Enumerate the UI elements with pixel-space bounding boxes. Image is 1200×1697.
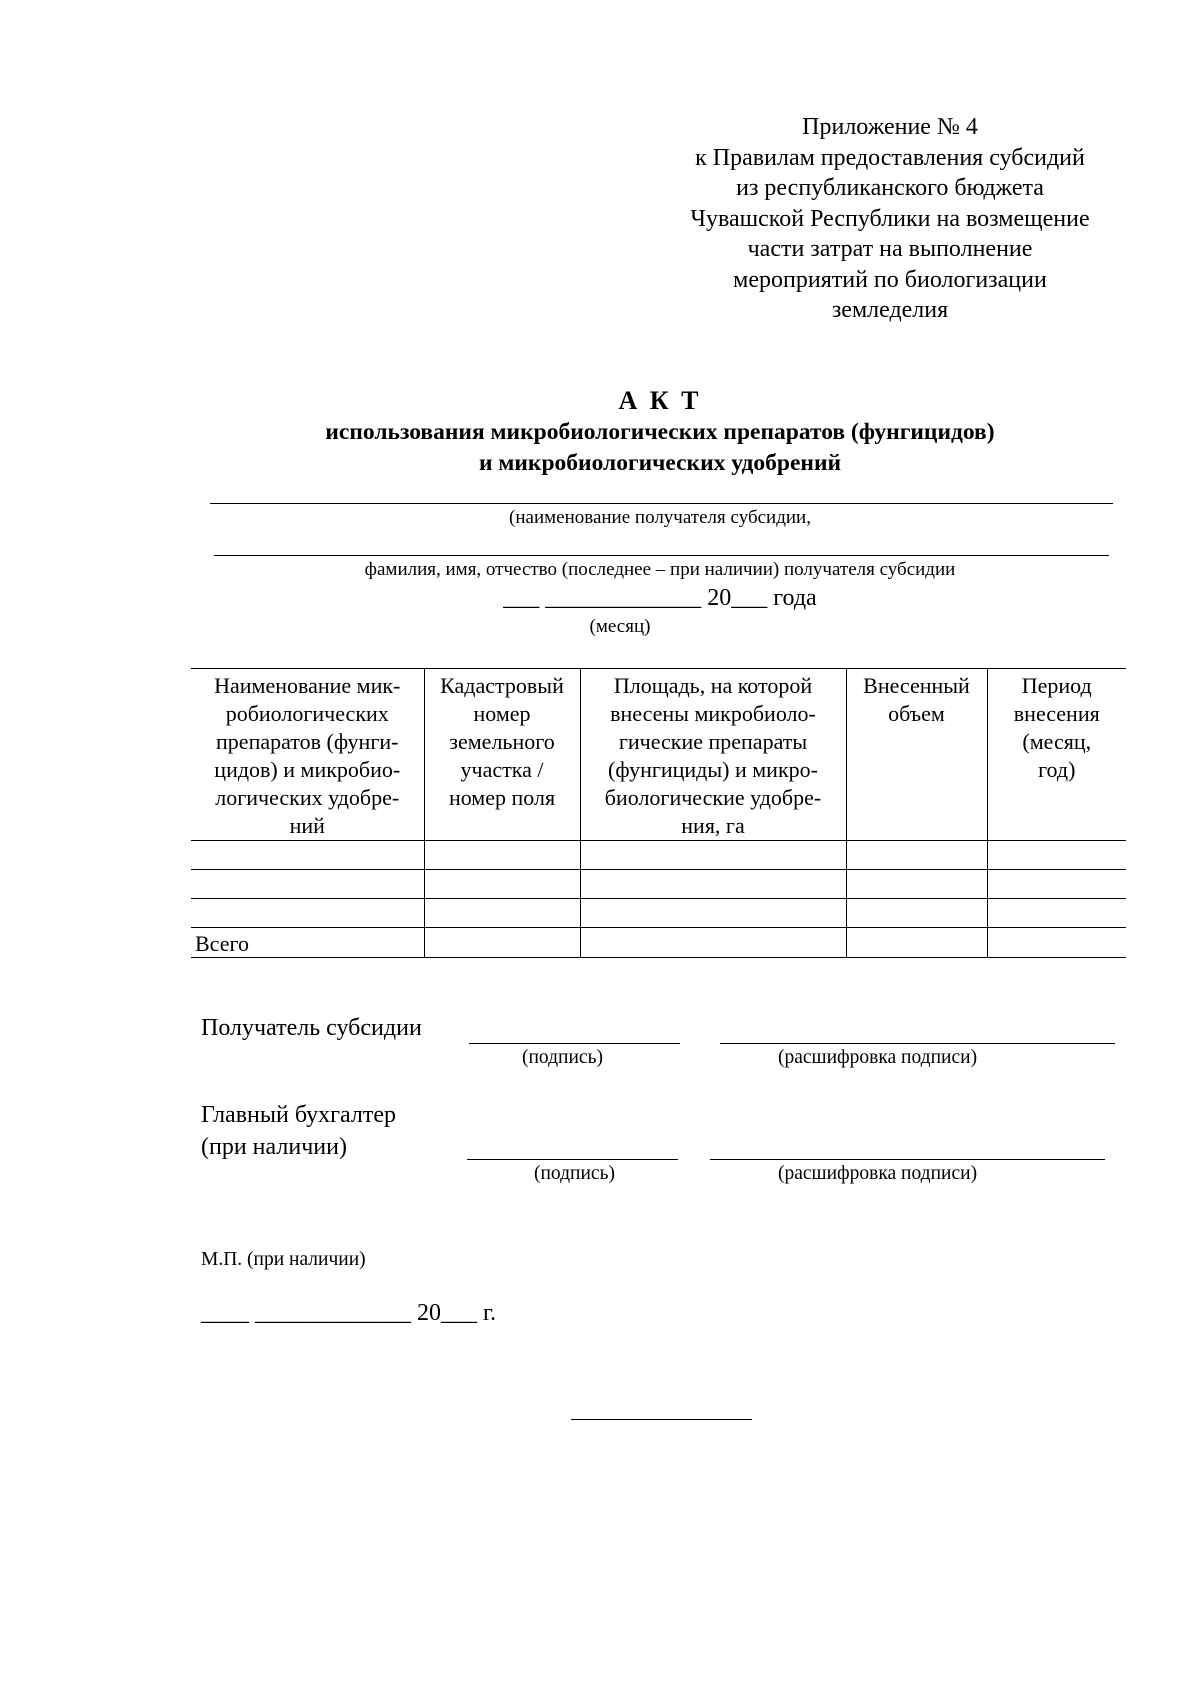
table-cell[interactable] <box>424 899 580 928</box>
recipient-fio-line <box>214 555 1109 556</box>
stamp-label: М.П. (при наличии) <box>201 1249 366 1270</box>
appendix-line: из республиканского бюджета <box>736 175 1044 201</box>
appendix-line: земледелия <box>831 297 949 323</box>
table-row <box>191 899 1126 928</box>
col-header-cadastral: Кадастровый номер земельного участка / номер поля <box>424 669 580 841</box>
recipient-name-line <box>210 503 1113 504</box>
table-cell[interactable] <box>987 870 1126 899</box>
recipient-decode-caption: (расшифровка подписи) <box>778 1047 978 1068</box>
recipient-signature-label: Получатель субсидии <box>201 1015 422 1041</box>
document-subtitle-line-2: и микробиологических удобрений <box>478 450 842 476</box>
accountant-signature-line[interactable] <box>467 1159 678 1160</box>
table-cell[interactable] <box>580 928 846 958</box>
recipient-signature-caption: (подпись) <box>522 1047 603 1068</box>
document-subtitle-line-1: использования микробиологических препаратов (фунгицидов) <box>325 419 995 445</box>
col-header-area: Площадь, на которой внесены микробиоло- гические препараты (фунгициды) и микро- биологические удобре- ния, га <box>580 669 846 841</box>
appendix-line: части затрат на выполнение <box>747 236 1033 262</box>
accountant-signature-caption: (подпись) <box>534 1163 615 1184</box>
total-label: Всего <box>191 928 424 958</box>
accountant-label: Главный бухгалтер <box>201 1102 396 1128</box>
table-cell[interactable] <box>987 928 1126 958</box>
signature-date-line: ____ _____________ 20___ г. <box>201 1300 497 1326</box>
accountant-decode-line[interactable] <box>710 1159 1105 1160</box>
accountant-label-note: (при наличии) <box>201 1134 347 1160</box>
appendix-block <box>660 112 1120 326</box>
table-cell[interactable] <box>987 899 1126 928</box>
table-cell[interactable] <box>580 841 846 870</box>
col-header-period: Период внесения (месяц, год) <box>987 669 1126 841</box>
closing-separator-line <box>571 1419 752 1420</box>
table-cell[interactable] <box>580 899 846 928</box>
table-header-row <box>191 669 1126 841</box>
table-cell[interactable] <box>424 870 580 899</box>
appendix-line: мероприятий по биологизации <box>733 266 1047 293</box>
table-cell[interactable] <box>191 870 424 899</box>
table-total-row <box>191 928 1126 958</box>
month-caption: (месяц) <box>589 616 651 637</box>
table-row <box>191 870 1126 899</box>
table-cell[interactable] <box>846 928 987 958</box>
table-cell[interactable] <box>846 899 987 928</box>
table-cell[interactable] <box>846 870 987 899</box>
act-date-line: ___ _____________ 20___ года <box>503 585 817 611</box>
table-cell[interactable] <box>580 870 846 899</box>
preparations-table <box>191 668 1126 958</box>
recipient-decode-line[interactable] <box>720 1043 1115 1044</box>
table-cell[interactable] <box>987 841 1126 870</box>
col-header-preparation: Наименование мик- робиологических препаратов (фунги- цидов) и микробио- логических удобре- ний <box>191 669 424 841</box>
table-cell[interactable] <box>424 928 580 958</box>
accountant-decode-caption: (расшифровка подписи) <box>778 1163 978 1184</box>
recipient-signature-line[interactable] <box>469 1043 680 1044</box>
table-row <box>191 841 1126 870</box>
recipient-name-caption: (наименование получателя субсидии, <box>509 507 811 528</box>
recipient-fio-caption: фамилия, имя, отчество (последнее – при наличии) получателя субсидии <box>364 559 956 580</box>
appendix-line: Приложение № 4 <box>802 114 978 140</box>
appendix-line: Чувашской Республики на возмещение <box>690 205 1090 232</box>
appendix-line: к Правилам предоставления субсидий <box>695 144 1085 171</box>
document-title: А К Т <box>618 386 702 415</box>
table-cell[interactable] <box>191 899 424 928</box>
table-cell[interactable] <box>846 841 987 870</box>
table-cell[interactable] <box>191 841 424 870</box>
col-header-volume: Внесенный объем <box>846 669 987 841</box>
table-cell[interactable] <box>424 841 580 870</box>
